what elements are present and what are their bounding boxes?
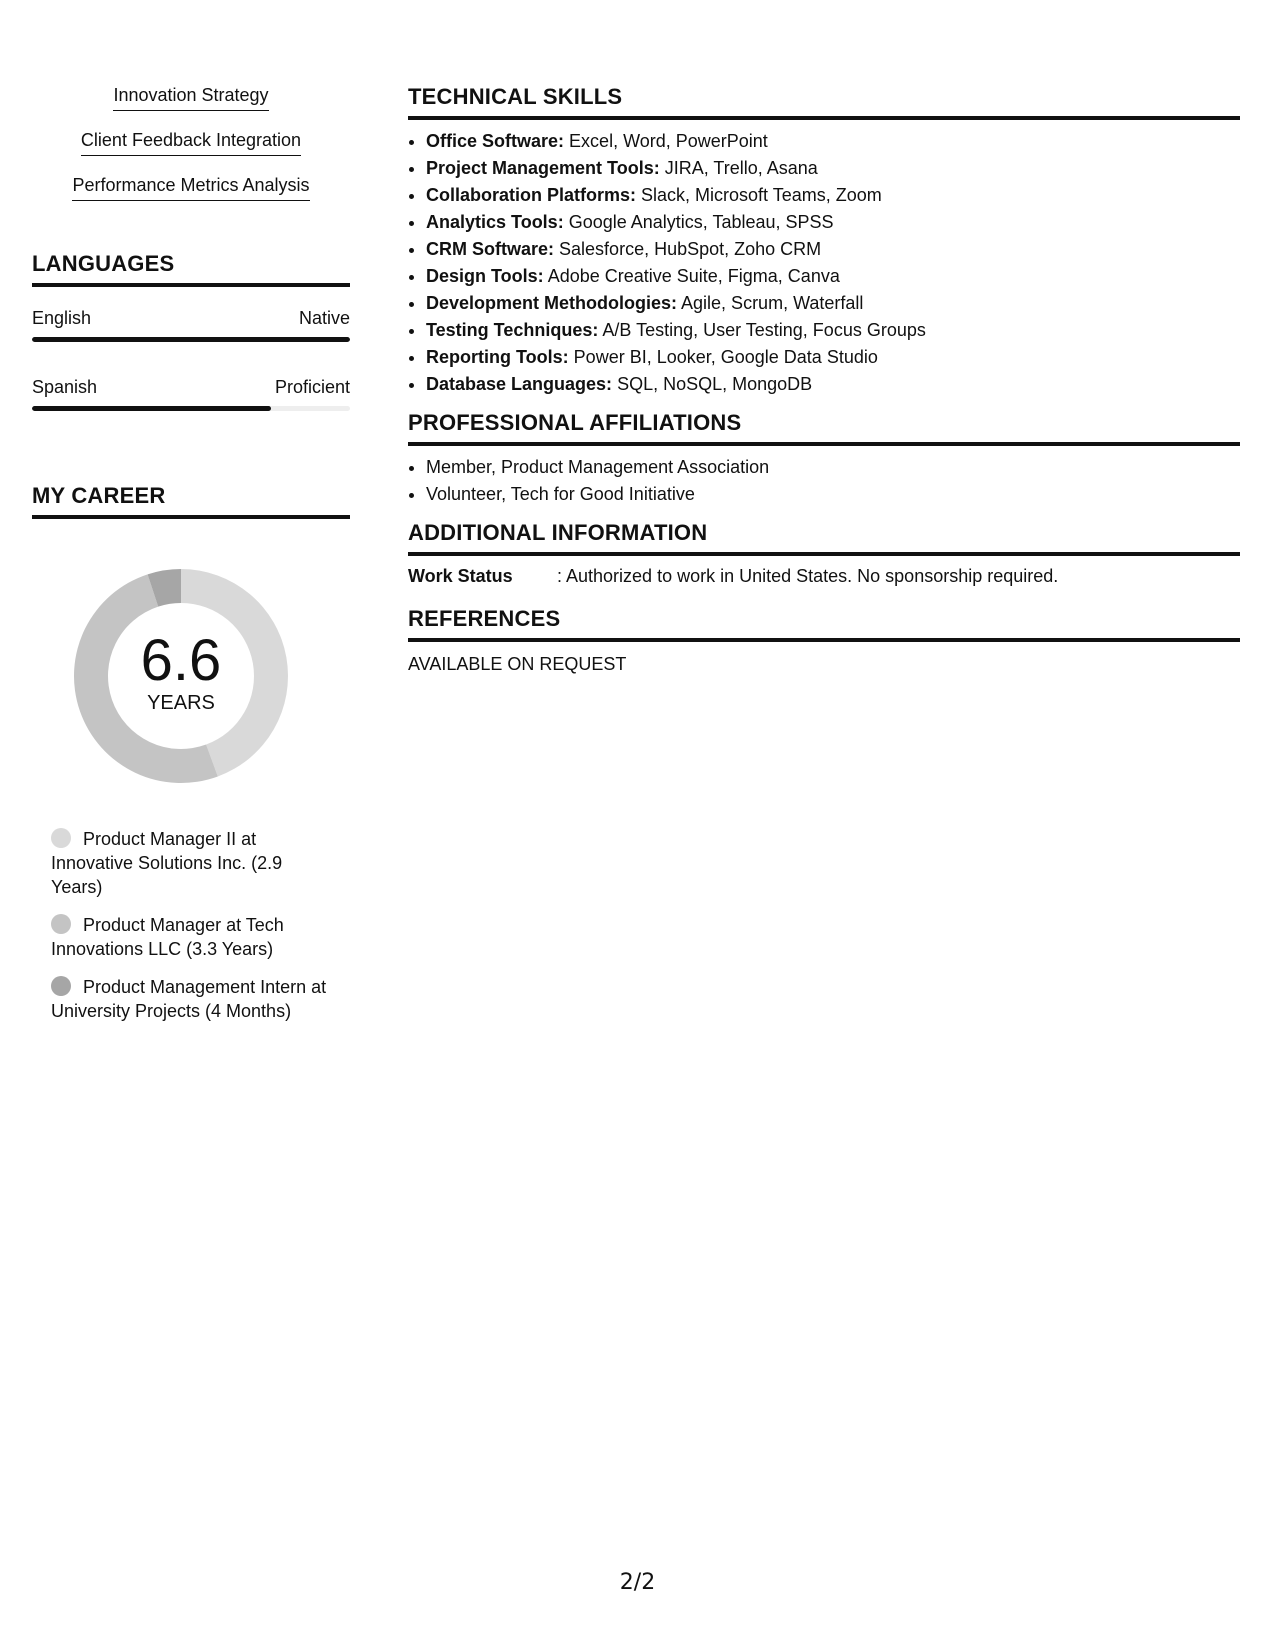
skill-value: Excel, Word, PowerPoint bbox=[569, 131, 768, 151]
list-item bbox=[426, 182, 1240, 209]
language-level: Proficient bbox=[274, 377, 350, 397]
technical-skills-title: TECHNICAL SKILLS bbox=[408, 84, 1240, 120]
career-total-years: 6.6 bbox=[140, 628, 222, 693]
list-item: • Volunteer, Tech for Good Initiative bbox=[426, 481, 1240, 508]
skill-label: Office Software: bbox=[426, 131, 565, 151]
list-item bbox=[426, 236, 1240, 263]
career-legend-item bbox=[51, 827, 331, 899]
right-column bbox=[408, 84, 1240, 676]
language-name: English bbox=[32, 308, 92, 328]
affiliations-title: PROFESSIONAL AFFILIATIONS bbox=[408, 410, 1240, 446]
skill-value: Slack, Microsoft Teams, Zoom bbox=[641, 185, 882, 205]
legend-dot bbox=[51, 976, 71, 996]
career-donut-chart bbox=[66, 561, 296, 791]
legend-label: Product Manager II at Innovative Solutions Inc. (2.9 Years) bbox=[51, 829, 283, 897]
skill-label: Reporting Tools: bbox=[426, 347, 569, 367]
list-item bbox=[426, 290, 1240, 317]
skill-label: Testing Techniques: bbox=[426, 320, 599, 340]
skill-value: JIRA, Trello, Asana bbox=[664, 158, 818, 178]
list-item bbox=[426, 371, 1240, 398]
legend-label: Product Management Intern at University Projects (4 Months) bbox=[51, 977, 327, 1021]
language-item bbox=[32, 307, 350, 342]
skill-value: Salesforce, HubSpot, Zoho CRM bbox=[559, 239, 822, 259]
legend-dot bbox=[51, 914, 71, 934]
list-item bbox=[426, 209, 1240, 236]
language-level: Native bbox=[298, 308, 350, 328]
references-text: AVAILABLE ON REQUEST bbox=[408, 654, 627, 674]
skill-label: Collaboration Platforms: bbox=[426, 185, 637, 205]
skill-tags bbox=[32, 84, 350, 219]
skill-tag: Performance Metrics Analysis bbox=[72, 174, 309, 201]
left-column bbox=[32, 84, 350, 1037]
references-title: REFERENCES bbox=[408, 606, 1240, 642]
list-item bbox=[426, 263, 1240, 290]
page-number: 2/2 bbox=[619, 1570, 656, 1595]
work-status-row bbox=[408, 564, 1240, 588]
career-title: MY CAREER bbox=[32, 483, 350, 519]
skill-tag: Client Feedback Integration bbox=[81, 129, 301, 156]
skill-value: Adobe Creative Suite, Figma, Canva bbox=[547, 266, 840, 286]
skill-label: Database Languages: bbox=[426, 374, 613, 394]
affiliations-list bbox=[408, 454, 1240, 508]
skill-value: A/B Testing, User Testing, Focus Groups bbox=[602, 320, 926, 340]
list-item bbox=[426, 317, 1240, 344]
skill-label: Development Methodologies: bbox=[426, 293, 678, 313]
skill-tag: Innovation Strategy bbox=[113, 84, 268, 111]
legend-dot bbox=[51, 828, 71, 848]
skill-value: Google Analytics, Tableau, SPSS bbox=[568, 212, 834, 232]
career-legend bbox=[51, 827, 331, 1023]
skill-label: Project Management Tools: bbox=[426, 158, 660, 178]
work-status-label: Work Status bbox=[408, 566, 513, 586]
skill-label: CRM Software: bbox=[426, 239, 555, 259]
legend-label: Product Manager at Tech Innovations LLC (3.3 Years) bbox=[51, 915, 284, 959]
technical-skills-list bbox=[408, 128, 1240, 398]
language-item bbox=[32, 376, 350, 411]
languages-title: LANGUAGES bbox=[32, 251, 350, 287]
language-name: Spanish bbox=[32, 377, 98, 397]
career-total-unit: YEARS bbox=[147, 692, 215, 714]
work-status-value: : Authorized to work in United States. No sponsorship required. bbox=[557, 566, 1059, 586]
skill-label: Analytics Tools: bbox=[426, 212, 564, 232]
list-item: • Member, Product Management Association bbox=[426, 454, 1240, 481]
list-item bbox=[426, 344, 1240, 371]
skill-value: SQL, NoSQL, MongoDB bbox=[617, 374, 813, 394]
career-legend-item bbox=[51, 975, 331, 1023]
list-item bbox=[426, 128, 1240, 155]
list-item bbox=[426, 155, 1240, 182]
skill-value: Power BI, Looker, Google Data Studio bbox=[573, 347, 878, 367]
skill-value: Agile, Scrum, Waterfall bbox=[681, 293, 864, 313]
career-legend-item bbox=[51, 913, 331, 961]
additional-info-title: ADDITIONAL INFORMATION bbox=[408, 520, 1240, 556]
skill-label: Design Tools: bbox=[426, 266, 544, 286]
